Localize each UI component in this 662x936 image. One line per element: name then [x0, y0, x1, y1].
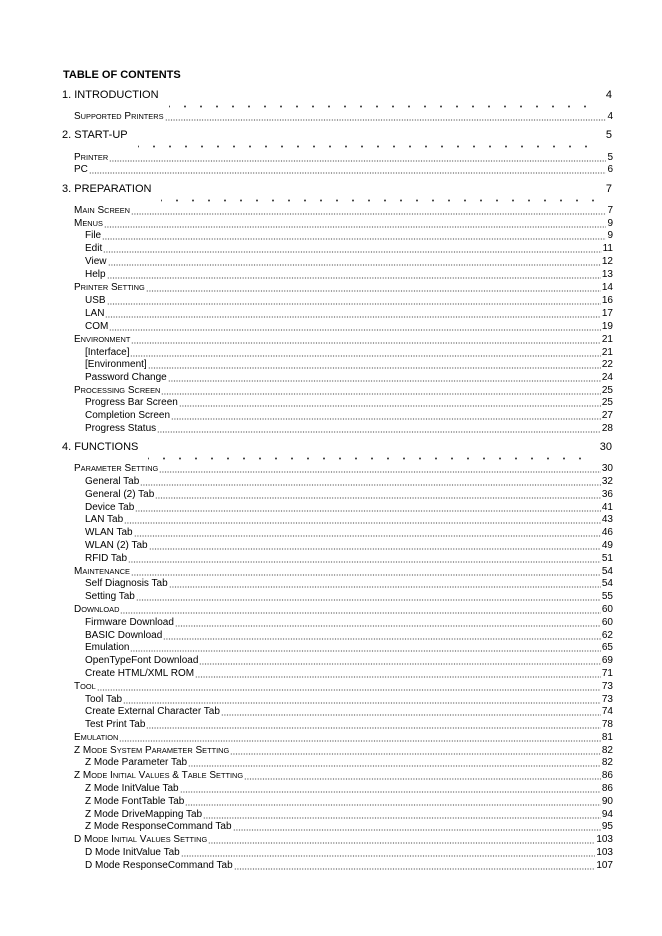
toc-leader-dots — [130, 355, 600, 357]
toc-entry-label: COM — [85, 321, 109, 332]
toc-entry[interactable] — [62, 129, 612, 142]
toc-entry-page: 86 — [601, 770, 613, 781]
toc-entry-page: 46 — [601, 527, 613, 538]
toc-leader-dots — [107, 277, 601, 279]
toc-entry[interactable] — [85, 255, 613, 268]
toc-entry-label: LAN — [85, 308, 105, 319]
toc-entry-page: 21 — [601, 334, 613, 345]
toc-entry-label: WLAN Tab — [85, 527, 133, 538]
toc-entry[interactable] — [85, 782, 613, 795]
toc-leader-dots — [105, 316, 600, 318]
toc-leader-dots — [195, 676, 601, 678]
toc-entry-page: 14 — [601, 282, 613, 293]
toc-entry[interactable] — [74, 833, 613, 846]
toc-entry-page: 41 — [601, 502, 613, 513]
toc-entry-page: 74 — [601, 706, 613, 717]
toc-leader-dots — [148, 457, 591, 460]
toc-entry[interactable] — [74, 204, 613, 217]
toc-entry-page: 54 — [601, 578, 613, 589]
toc-entry[interactable] — [85, 371, 613, 384]
toc-entry-page: 6 — [607, 164, 613, 175]
toc-entry-page: 103 — [596, 834, 613, 845]
toc-leader-dots — [169, 586, 601, 588]
toc-leader-dots — [203, 817, 601, 819]
toc-leader-dots — [136, 599, 601, 601]
toc-entry-page: 5 — [605, 129, 612, 141]
toc-leader-dots — [148, 367, 601, 369]
toc-leader-dots — [109, 329, 601, 331]
toc-entry[interactable] — [85, 795, 613, 808]
toc-entry-label: Completion Screen — [85, 410, 171, 421]
toc-entry-label: D MODE INITIAL VALUES SETTING — [74, 834, 208, 845]
toc-entry[interactable] — [74, 462, 613, 475]
toc-entry-page: 7 — [605, 183, 612, 195]
toc-entry[interactable] — [85, 475, 613, 488]
toc-entry-page: 36 — [601, 489, 613, 500]
toc-leader-dots — [103, 251, 601, 253]
toc-entry-label: MAINTENANCE — [74, 566, 130, 577]
toc-leader-dots — [104, 226, 607, 228]
toc-entry[interactable] — [62, 441, 612, 454]
toc-leader-dots — [146, 290, 601, 292]
toc-entry-label: Emulation — [85, 642, 130, 653]
toc-entry-page: 69 — [601, 655, 613, 666]
toc-entry-label: MENUS — [74, 218, 103, 229]
toc-entry-page: 54 — [601, 566, 613, 577]
toc-entry-label: General (2) Tab — [85, 489, 155, 500]
toc-entry[interactable] — [85, 859, 613, 872]
toc-entry-label: Test Print Tab — [85, 719, 146, 730]
toc-entry-label: 2. START-UP — [62, 129, 128, 141]
toc-leader-dots — [130, 650, 600, 652]
toc-entry[interactable] — [74, 731, 613, 744]
toc-entry-label: Z MODE INITIAL VALUES & TABLE SETTING — [74, 770, 244, 781]
toc-entry-page: 82 — [601, 757, 613, 768]
toc-entry[interactable] — [85, 590, 613, 603]
toc-entry-label: D Mode InitValue Tab — [85, 847, 180, 858]
toc-entry-label: Z Mode Parameter Tab — [85, 757, 188, 768]
toc-entry-label: Z MODE SYSTEM PARAMETER SETTING — [74, 745, 230, 756]
toc-entry-page: 62 — [601, 630, 613, 641]
toc-entry[interactable] — [85, 718, 613, 731]
toc-leader-dots — [165, 119, 607, 121]
toc-leader-dots — [169, 105, 598, 108]
toc-entry[interactable] — [85, 526, 613, 539]
toc-entry-page: 51 — [601, 553, 613, 564]
toc-entry-page: 65 — [601, 642, 613, 653]
toc-leader-dots — [161, 199, 597, 202]
toc-entry[interactable] — [85, 422, 613, 435]
toc-entry[interactable] — [85, 307, 613, 320]
toc-entry[interactable] — [85, 229, 613, 242]
toc-entry-label: Tool Tab — [85, 694, 123, 705]
toc-leader-dots — [89, 172, 607, 174]
toc-entry-page: 55 — [601, 591, 613, 602]
toc-entry[interactable] — [74, 163, 613, 176]
toc-leader-dots — [159, 471, 601, 473]
toc-entry[interactable] — [85, 577, 613, 590]
toc-entry-label: File — [85, 230, 102, 241]
toc-entry-label: Edit — [85, 243, 103, 254]
toc-entry-page: 82 — [601, 745, 613, 756]
toc-entry-label: Device Tab — [85, 502, 135, 513]
toc-entry-page: 4 — [607, 111, 613, 122]
toc-entry-page: 12 — [601, 256, 613, 267]
toc-entry[interactable] — [85, 539, 613, 552]
toc-entry[interactable] — [85, 705, 613, 718]
toc-entry-page: 107 — [596, 860, 613, 871]
toc-entry-page: 25 — [601, 385, 613, 396]
toc-entry-page: 30 — [599, 441, 612, 453]
toc-leader-dots — [155, 497, 601, 499]
toc-entry-label: PC — [74, 164, 88, 175]
toc-entry-page: 19 — [601, 321, 613, 332]
toc-entry-page: 5 — [607, 152, 613, 163]
toc-entry-page: 86 — [601, 783, 613, 794]
toc-entry-page: 73 — [601, 681, 613, 692]
toc-entry-page: 78 — [601, 719, 613, 730]
toc-leader-dots — [108, 264, 601, 266]
toc-leader-dots — [161, 393, 601, 395]
toc-leader-dots — [230, 753, 601, 755]
toc-entry-label: [Environment] — [85, 359, 147, 370]
toc-entry[interactable] — [62, 183, 612, 196]
toc-entry-page: 17 — [601, 308, 613, 319]
toc-leader-dots — [185, 804, 601, 806]
toc-entry-page: 22 — [601, 359, 613, 370]
toc-leader-dots — [128, 561, 601, 563]
toc-entry-label: RFID Tab — [85, 553, 128, 564]
toc-leader-dots — [107, 303, 601, 305]
toc-entry[interactable] — [85, 667, 613, 680]
toc-leader-dots — [124, 522, 601, 524]
toc-leader-dots — [163, 638, 601, 640]
toc-leader-dots — [181, 855, 596, 857]
toc-entry-page: 7 — [607, 205, 613, 216]
toc-entry-page: 95 — [601, 821, 613, 832]
toc-entry-page: 24 — [601, 372, 613, 383]
toc-entry-label: BASIC Download — [85, 630, 163, 641]
toc-entry-page: 11 — [602, 243, 613, 254]
toc-entry-label: ENVIRONMENT — [74, 334, 131, 345]
toc-title: TABLE OF CONTENTS — [63, 69, 181, 81]
toc-entry-page: 90 — [601, 796, 613, 807]
toc-leader-dots — [109, 160, 606, 162]
toc-entry-label: Z Mode DriveMapping Tab — [85, 809, 203, 820]
toc-entry-label: WLAN (2) Tab — [85, 540, 148, 551]
toc-entry-label: Create HTML/XML ROM — [85, 668, 195, 679]
toc-entry-page: 71 — [601, 668, 613, 679]
toc-entry-page: 43 — [601, 514, 613, 525]
toc-leader-dots — [157, 431, 601, 433]
toc-entry-label: PROCESSING SCREEN — [74, 385, 161, 396]
toc-entry-label: General Tab — [85, 476, 140, 487]
toc-entry[interactable] — [85, 242, 613, 255]
toc-entry-page: 94 — [601, 809, 613, 820]
toc-entry[interactable] — [74, 680, 613, 693]
toc-leader-dots — [102, 238, 606, 240]
toc-leader-dots — [149, 548, 601, 550]
toc-entry[interactable] — [74, 281, 613, 294]
toc-entry[interactable] — [62, 89, 612, 102]
toc-leader-dots — [135, 510, 601, 512]
toc-leader-dots — [188, 765, 601, 767]
toc-entry-label: Z Mode InitValue Tab — [85, 783, 179, 794]
toc-leader-dots — [146, 727, 600, 729]
toc-entry-page: 103 — [596, 847, 613, 858]
toc-entry-page: 9 — [607, 230, 613, 241]
toc-entry[interactable] — [85, 294, 613, 307]
toc-entry-page: 60 — [601, 604, 613, 615]
toc-leader-dots — [134, 535, 601, 537]
toc-entry-page: 13 — [601, 269, 613, 280]
toc-leader-dots — [233, 829, 601, 831]
toc-entry-label: D Mode ResponseCommand Tab — [85, 860, 233, 871]
toc-leader-dots — [244, 778, 601, 780]
toc-leader-dots — [131, 342, 601, 344]
toc-entry-label: Password Change — [85, 372, 167, 383]
toc-entry[interactable] — [85, 616, 613, 629]
toc-leader-dots — [123, 702, 601, 704]
toc-entry-label: Help — [85, 269, 106, 280]
toc-entry-page: 21 — [601, 347, 613, 358]
toc-entry-label: PRINTER SETTING — [74, 282, 145, 293]
toc-entry-page: 28 — [601, 423, 613, 434]
toc-entry-label: DOWNLOAD — [74, 604, 120, 615]
toc-entry[interactable] — [74, 769, 613, 782]
toc-entry-page: 25 — [601, 397, 613, 408]
toc-leader-dots — [131, 213, 606, 215]
toc-entry-label: PRINTER — [74, 152, 109, 163]
toc-leader-dots — [131, 574, 601, 576]
toc-entry[interactable] — [85, 756, 613, 769]
toc-leader-dots — [175, 625, 601, 627]
toc-entry[interactable] — [85, 409, 613, 422]
toc-entry[interactable] — [85, 268, 613, 281]
toc-entry-page: 27 — [601, 410, 613, 421]
toc-entry[interactable] — [85, 488, 613, 501]
toc-entry[interactable] — [85, 641, 613, 654]
toc-entry-label: Firmware Download — [85, 617, 174, 628]
toc-entry-page: 60 — [601, 617, 613, 628]
toc-entry-label: 4. FUNCTIONS — [62, 441, 139, 453]
toc-leader-dots — [180, 791, 601, 793]
toc-entry-label: Progress Status — [85, 423, 157, 434]
toc-entry-label: USB — [85, 295, 106, 306]
toc-leader-dots — [120, 612, 600, 614]
toc-entry-label: PARAMETER SETTING — [74, 463, 159, 474]
toc-entry-page: 30 — [601, 463, 613, 474]
toc-entry-label: Self Diagnosis Tab — [85, 578, 168, 589]
toc-entry[interactable] — [85, 654, 613, 667]
toc-entry-label: Progress Bar Screen — [85, 397, 178, 408]
toc-entry-label: View — [85, 256, 107, 267]
toc-entry-label: SUPPORTED PRINTERS — [74, 111, 164, 122]
toc-entry-label: 1. INTRODUCTION — [62, 89, 159, 101]
toc-entry-label: [Interface] — [85, 347, 130, 358]
toc-entry[interactable] — [85, 552, 613, 565]
toc-entry-label: MAIN SCREEN — [74, 205, 130, 216]
toc-entry-page: 4 — [605, 89, 612, 101]
toc-entry-page: 32 — [601, 476, 613, 487]
toc-leader-dots — [221, 714, 601, 716]
toc-entry[interactable] — [85, 358, 613, 371]
toc-entry-page: 9 — [607, 218, 613, 229]
toc-entry-page: 16 — [601, 295, 613, 306]
toc-leader-dots — [138, 145, 598, 148]
toc-leader-dots — [179, 405, 601, 407]
toc-entry[interactable] — [85, 396, 613, 409]
toc-entry[interactable] — [85, 513, 613, 526]
toc-entry-page: 81 — [601, 732, 613, 743]
toc-entry[interactable] — [74, 603, 613, 616]
toc-entry-label: LAN Tab — [85, 514, 124, 525]
toc-leader-dots — [119, 740, 601, 742]
toc-entry-label: Z Mode ResponseCommand Tab — [85, 821, 232, 832]
toc-leader-dots — [97, 689, 601, 691]
toc-entry-page: 73 — [601, 694, 613, 705]
toc-leader-dots — [168, 380, 601, 382]
toc-entry-label: OpenTypeFont Download — [85, 655, 199, 666]
toc-entry-label: EMULATION — [74, 732, 119, 743]
toc-entry[interactable] — [74, 333, 613, 346]
toc-leader-dots — [171, 418, 601, 420]
toc-entry-label: 3. PREPARATION — [62, 183, 152, 195]
toc-entry[interactable] — [85, 820, 613, 833]
toc-entry-page: 49 — [601, 540, 613, 551]
toc-leader-dots — [199, 663, 600, 665]
toc-entry-label: TOOL — [74, 681, 96, 692]
toc-leader-dots — [234, 868, 596, 870]
toc-entry-label: Create External Character Tab — [85, 706, 220, 717]
toc-entry[interactable] — [74, 110, 613, 123]
toc-entry[interactable] — [85, 846, 613, 859]
toc-leader-dots — [140, 484, 601, 486]
toc-leader-dots — [208, 842, 595, 844]
toc-entry-label: Setting Tab — [85, 591, 135, 602]
toc-entry-label: Z Mode FontTable Tab — [85, 796, 185, 807]
toc-entry[interactable] — [85, 320, 613, 333]
